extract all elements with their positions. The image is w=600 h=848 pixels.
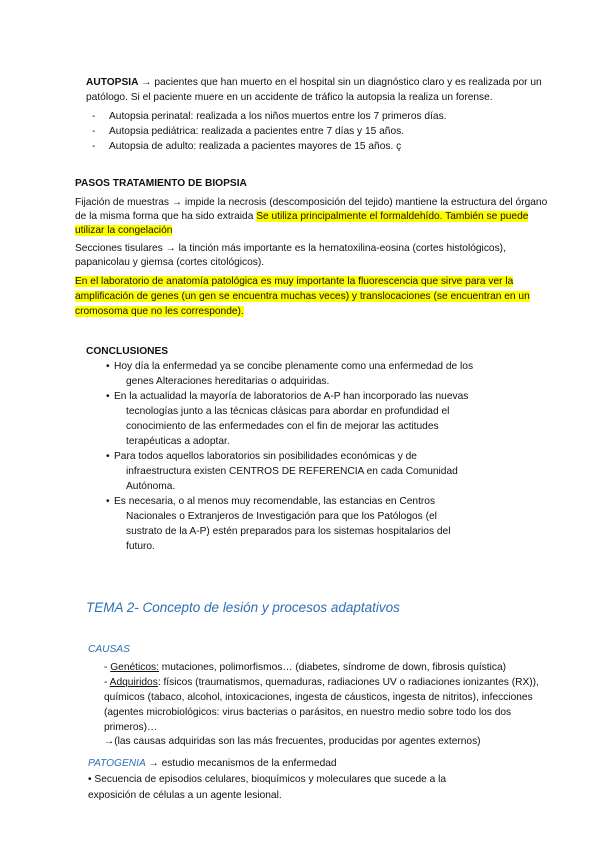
conclusion-1-line-1: Hoy día la enfermedad ya se concibe plenamente como una enfermedad de los <box>114 361 474 372</box>
autopsia-def-1: → pacientes que han muerto en el hospital sin un diagnóstico claro y es realizada por un <box>138 77 542 88</box>
fijacion-highlight-1: Se utiliza principalmente el formaldehído. También se puede <box>256 211 529 222</box>
autopsia-term: AUTOPSIA <box>86 77 139 88</box>
autopsia-paragraph <box>86 75 542 90</box>
autopsia-item-perinatal: Autopsia perinatal: realizada a los niños muertos entre los 7 primeros días. <box>109 111 447 122</box>
geneticos-line: - Genéticos: mutaciones, polimorfismos… (diabetes, síndrome de down, fibrosis quística) <box>104 662 507 673</box>
adquiridos-line-3: (agentes microbiológicos: virus bacterias o parásitos, en nuestro medio sobre todo los dos <box>104 707 512 718</box>
adquiridos-label: Adquiridos <box>109 677 158 688</box>
lab-line-1: En el laboratorio de anatomía patológica es muy importante la fluorescencia que sirve para ver la <box>75 276 514 287</box>
fijacion-line-2 <box>75 209 528 224</box>
autopsia-item-pediatrica: Autopsia pediátrica: realizada a pacientes entre 7 días y 15 años. <box>109 126 405 137</box>
patogenia-text: → estudio mecanismos de la enfermedad <box>145 758 337 769</box>
fijacion-highlight-2: utilizar la congelación <box>75 225 173 236</box>
bullet-dot-3: • <box>106 451 110 462</box>
dash-1: - <box>92 111 96 122</box>
secciones-line-2: papanicolau y giemsa (cortes citológicos). <box>75 257 265 268</box>
autopsia-item-adulto: Autopsia de adulto: realizada a pacientes mayores de 15 años. ç <box>109 141 402 152</box>
dash-3: - <box>92 141 96 152</box>
geneticos-text: mutaciones, polimorfismos… (diabetes, síndrome de down, fibrosis quística) <box>158 662 507 673</box>
conclusion-3-line-1: Para todos aquellos laboratorios sin posibilidades económicas y de <box>114 451 417 462</box>
patogenia-label: PATOGENIA <box>88 758 146 769</box>
patogenia-line-2: • Secuencia de episodios celulares, bioquímicos y moleculares que sucede a la <box>88 774 447 785</box>
lab-line-2: amplificación de genes (un gen se encuentra muchas veces) y translocaciones (se encuentran en un <box>75 291 530 302</box>
fijacion-line-1: Fijación de muestras → impide la necrosis (descomposición del tejido) mantiene la estructura del órgano <box>75 197 548 208</box>
adquiridos-text-1: : físicos (traumatismos, quemaduras, radiaciones UV o radiaciones ionizantes (RX)), <box>157 677 539 688</box>
bullet-dot-4: • <box>106 496 110 507</box>
conclusion-3-line-2: infraestructura existen CENTROS DE REFERENCIA en cada Comunidad <box>126 466 458 477</box>
patogenia-line <box>88 756 337 771</box>
autopsia-def-2: patólogo. Si el paciente muere en un accidente de tráfico la autopsia la realiza un forense. <box>86 92 493 103</box>
conclusion-3-line-3: Autónoma. <box>126 481 176 492</box>
conclusion-2-line-4: terapéuticas a adoptar. <box>126 436 230 447</box>
fijacion-line-2-plain: de la misma forma que ha sido extraida <box>75 211 257 222</box>
conclusion-4-line-2: Nacionales o Extranjeros de Investigación para que los Patólogos (el <box>126 511 437 522</box>
secciones-line-1: Secciones tisulares → la tinción más importante es la hematoxilina-eosina (cortes histológicos), <box>75 243 506 254</box>
geneticos-label: Genéticos: <box>110 662 159 673</box>
fijacion-line-3 <box>75 223 172 238</box>
conclusion-4-line-1: Es necesaria, o al menos muy recomendable, las estancias en Centros <box>114 496 436 507</box>
patogenia-line-3: exposición de células a un agente lesional. <box>88 790 282 801</box>
adquiridos-line-4: primeros)… <box>104 722 158 733</box>
adquiridos-line-1: - Adquiridos: físicos (traumatismos, quemaduras, radiaciones UV o radiaciones ionizantes (RX)), <box>104 677 539 688</box>
pasos-title: PASOS TRATAMIENTO DE BIOPSIA <box>75 178 247 189</box>
causas-label: CAUSAS <box>88 644 130 655</box>
adquiridos-line-2: químicos (tabaco, alcohol, intoxicaciones, ingesta de cáusticos, ingesta de nitritos), infecciones <box>104 692 533 703</box>
dash-2: - <box>92 126 96 137</box>
adquiridos-note: →(las causas adquiridas son las más frecuentes, producidas por agentes externos) <box>104 736 481 747</box>
conclusion-1-line-2: genes Alteraciones hereditarias o adquiridas. <box>126 376 330 387</box>
conclusion-2-line-2: tecnologías junto a las técnicas clásicas para abordar en profundidad el <box>126 406 450 417</box>
bullet-dot-1: • <box>106 361 110 372</box>
tema2-title: TEMA 2- Concepto de lesión y procesos adaptativos <box>86 600 400 615</box>
conclusion-4-line-3: sustrato de la A-P) estén preparados para los sistemas hospitalarios del <box>126 526 451 537</box>
conclusion-2-line-3: conocimiento de las enfermedades con el fin de mejorar las actitudes <box>126 421 439 432</box>
conclusiones-title: CONCLUSIONES <box>86 346 169 357</box>
bullet-dot-2: • <box>106 391 110 402</box>
conclusion-4-line-4: futuro. <box>126 541 155 552</box>
lab-line-3: cromosoma que no les corresponde). <box>75 306 244 317</box>
conclusion-2-line-1: En la actualidad la mayoría de laboratorios de A-P han incorporado las nuevas <box>114 391 469 402</box>
